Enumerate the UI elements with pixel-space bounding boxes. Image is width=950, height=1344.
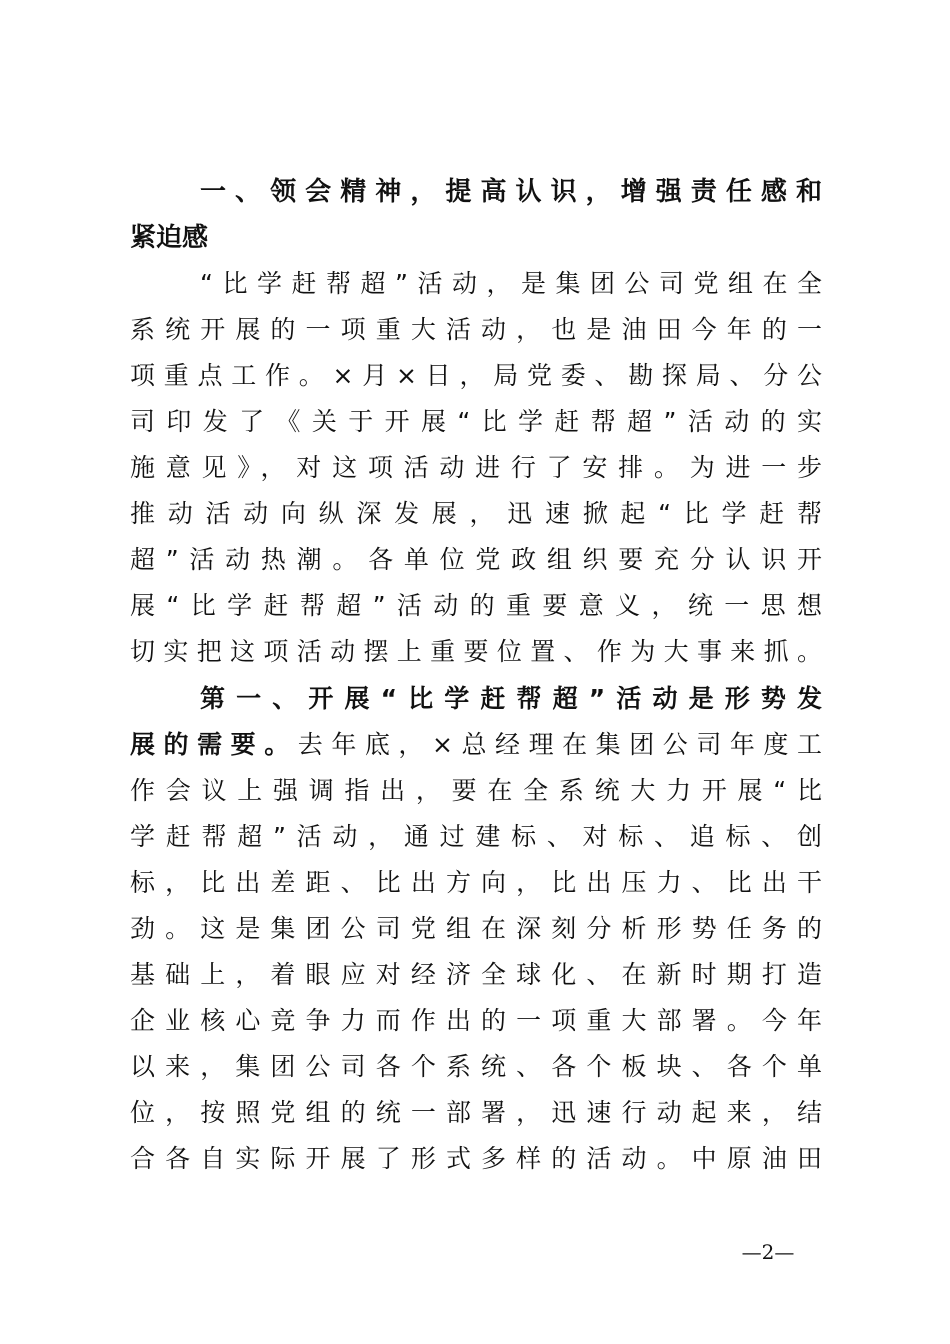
paragraph-2-line-9: 以来，集团公司各个系统、各个板块、各个单 (130, 1052, 822, 1081)
paragraph-1-line-1: “比学赶帮超”活动，是集团公司党组在全 (200, 269, 822, 298)
paragraph-2-line-2-rest: 去年底，×总经理在集团公司年度工 (297, 730, 822, 759)
paragraph-1-line-5: 施意见》，对这项活动进行了安排。为进一步 (130, 453, 822, 482)
paragraph-2-line-3: 作会议上强调指出，要在全系统大力开展“比 (130, 776, 822, 805)
paragraph-2-line-2 (130, 722, 822, 768)
paragraph-2-line-10: 位，按照党组的统一部署，迅速行动起来，结 (130, 1098, 822, 1127)
paragraph-1-line-9: 切实把这项活动摆上重要位置、作为大事来抓。 (130, 637, 822, 666)
paragraph-2-line-5: 标，比出差距、比出方向，比出压力、比出干 (130, 868, 822, 897)
paragraph-2-bold-line-1: 第一、开展“比学赶帮超”活动是形势发 (200, 684, 822, 713)
paragraph-1-line-6: 推动活动向纵深发展，迅速掀起“比学赶帮 (130, 499, 822, 528)
paragraph-2-line-4: 学赶帮超”活动，通过建标、对标、追标、创 (130, 822, 822, 851)
section-heading-line-2: 紧迫感 (130, 223, 209, 253)
paragraph-1-line-4: 司印发了《关于开展“比学赶帮超”活动的实 (130, 407, 822, 436)
paragraph-1-line-8: 展“比学赶帮超”活动的重要意义，统一思想 (130, 591, 822, 620)
paragraph-2-line-6: 劲。这是集团公司党组在深刻分析形势任务的 (130, 914, 822, 943)
paragraph-2-line-7: 基础上，着眼应对经济全球化、在新时期打造 (130, 960, 822, 989)
paragraph-1-line-7: 超”活动热潮。各单位党政组织要充分认识开 (130, 545, 822, 574)
paragraph-2-line-11: 合各自实际开展了形式多样的活动。中原油田 (130, 1144, 822, 1173)
page-number: —2— (741, 1240, 795, 1264)
paragraph-2-line-8: 企业核心竞争力而作出的一项重大部署。今年 (130, 1006, 822, 1035)
paragraph-1-line-2: 系统开展的一项重大活动，也是油田今年的一 (130, 315, 822, 344)
section-heading-line-1: 一、领会精神，提高认识，增强责任感和 (200, 177, 822, 207)
paragraph-1-line-3: 项重点工作。×月×日，局党委、勘探局、分公 (130, 361, 822, 390)
paragraph-2-bold-lead: 展的需要。 (130, 730, 298, 759)
